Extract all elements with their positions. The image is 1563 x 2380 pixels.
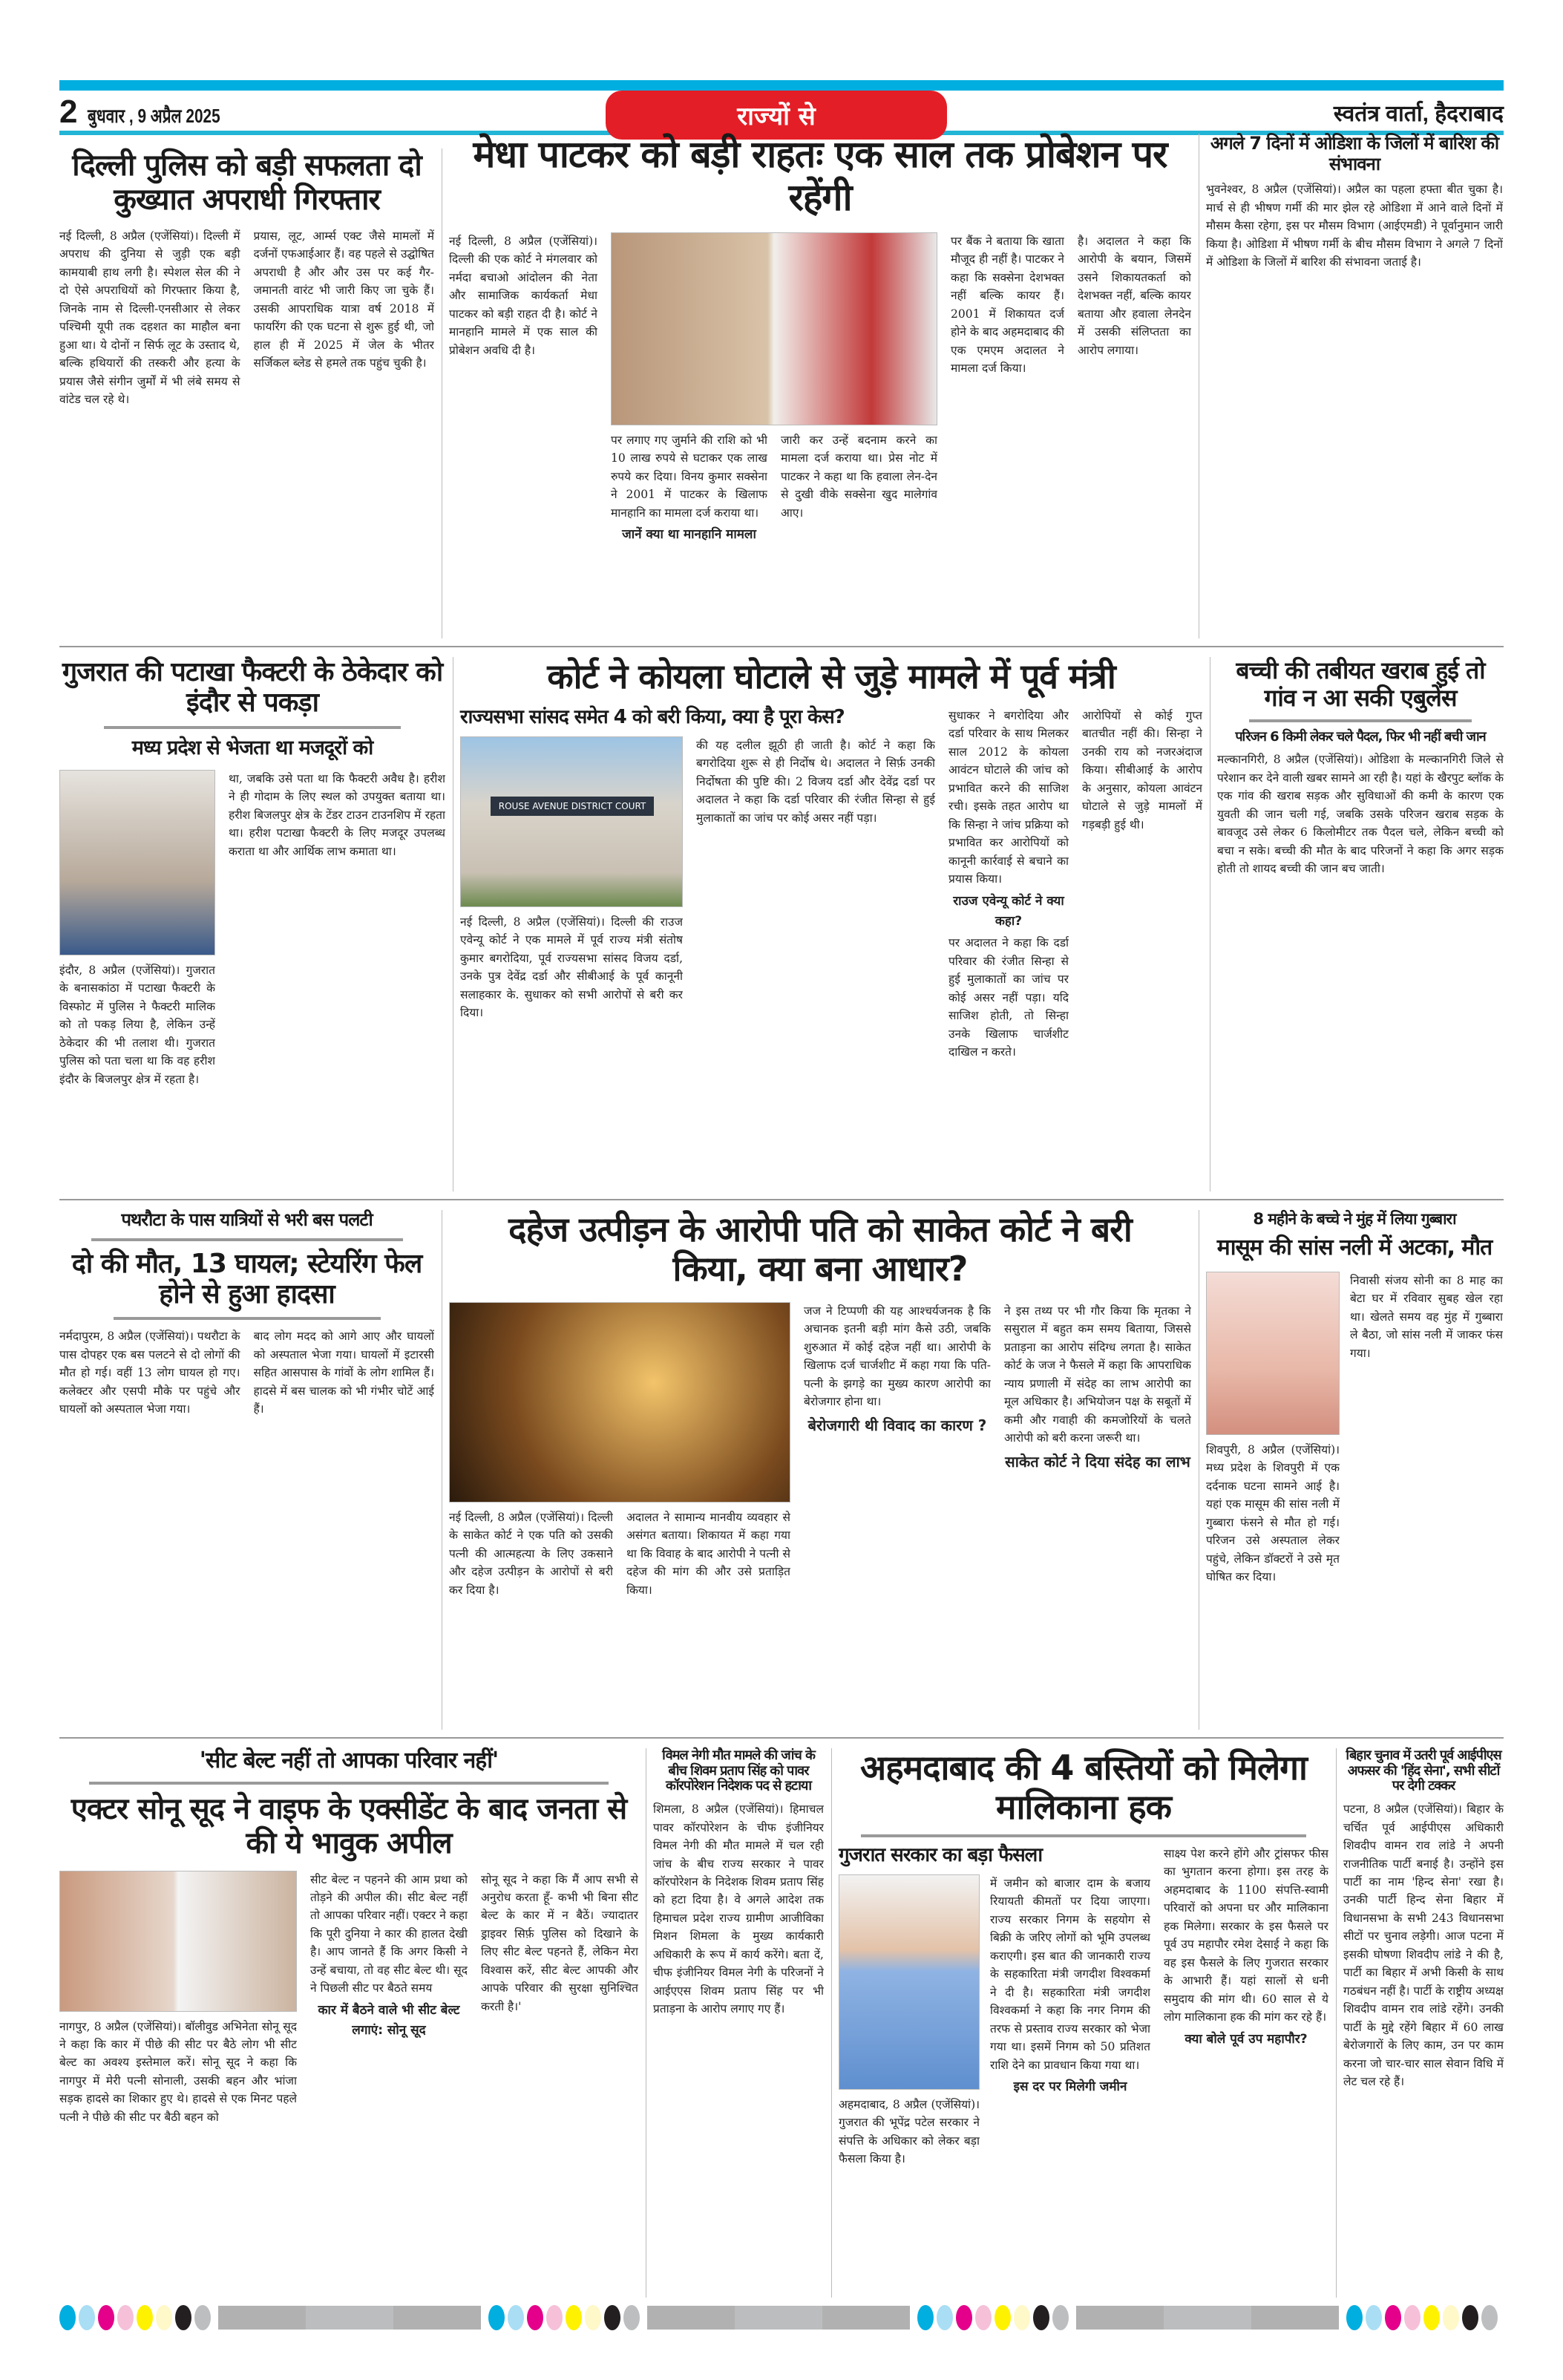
photo-caption: ROUSE AVENUE DISTRICT COURT <box>491 797 654 816</box>
article-body: आरोपियों से कोई गुप्त बातचीत नहीं की। सिन्हा ने उनकी राय को नजरअंदाज किया। सीबीआई के आरोप के अनुसार, कोयला आवंटन घोटाले से जुड़े मामलों में गड़बड़ी हुई थी। <box>1082 708 1202 831</box>
subhead: राज्यसभा सांसद समेत 4 को बरी किया, क्या है पूरा केस? <box>460 705 845 728</box>
article-bus-accident[interactable] <box>59 1210 434 1730</box>
inline-subhead: बेरोजगारी थी विवाद का कारण ? <box>807 1416 987 1434</box>
top-color-bar <box>59 80 1504 91</box>
column-divider <box>1336 1748 1337 2298</box>
headline[interactable]: विमल नेगी मौत मामले की जांच के बीच शिवम प्रताप सिंह को पावर कॉरपोरेशन निदेशक पद से हटाया <box>662 1748 815 1794</box>
article-body: मल्कानगिरी, 8 अप्रैल (एजेंसियां)। ओडिशा के मल्कानगिरी जिले से परेशान कर देने वाली खबर सामने आ रही है। यहां के खैरपुट ब्लॉक के एक गांव की खराब सड़क और सुविधाओं की कमी के कारण एक युवती की जान चली गई, जबकि उसके परिजन खराब सड़क के बावजूद उसे लेकर 6 किलोमीटर तक पैदल चले, लेकिन बच्ची को बचा न सके। बच्ची की मौत के बाद परिजनों ने कहा कि अगर सड़क होती तो शायद बच्ची की जान बच जाती। <box>1217 753 1504 876</box>
article-body: था, जबकि उसे पता था कि फैक्टरी अवैध है। हरीश ने ही गोदाम के लिए स्थल को उपयुक्त बताया था। हरीश बिजलपुर क्षेत्र के टेंडर टाउन टाउनशिप में रहता था। हरीश पटाखा फैक्टरी के लिए मजदूर उपलब्ध कराता था और आर्थिक लाभ कमाता था। <box>229 771 445 858</box>
grey-swatches <box>647 2306 910 2330</box>
article-body: में जमीन को बाजार दाम के बजाय रियायती कीमतों पर दिया जाएगा। राज्य सरकार निगम के सहयोग से बिक्री के जरिए लोगों को भूमि उपलब्ध कराएगी। इस बात की जानकारी राज्य के सहकारिता मंत्री जगदीश विश्वकर्मा ने दी है। सहकारिता मंत्री जगदीश विश्वकर्मा ने कहा कि नगर निगम की तरफ से प्रस्ताव राज्य सरकार को भेजा गया था। इसमें निगम को 50 प्रतिशत राशि देने का प्रावधान किया गया था। <box>990 1876 1150 2072</box>
rule <box>104 726 401 729</box>
column-divider <box>831 1748 832 2298</box>
article-body: शिवपुरी, 8 अप्रैल (एजेंसियां)। मध्य प्रदेश के शिवपुरी में एक दर्दनाक घटना सामने आई है। यहां एक मासूम की सांस नली में गुब्बारा फंसने से मौत हो गई। परिजन उसे अस्पताल लेकर पहुंचे, लेकिन डॉक्टरों ने उसे मृत घोषित कर दिया। <box>1206 1442 1340 1584</box>
article-body: पर लगाए गए जुर्माने की राशि को भी 10 लाख रुपये से घटाकर एक लाख रुपये कर दिया। विनय कुमार सक्सेना ने 2001 में पाटकर के खिलाफ मानहानि का मामला दर्ज कराया था। <box>611 434 767 520</box>
headline[interactable]: दिल्ली पुलिस को बड़ी सफलता दो कुख्यात अपराधी गिरफ्तार <box>72 148 422 217</box>
article-odisha-rain[interactable] <box>1206 134 1503 638</box>
inline-subhead: राउज एवेन्यू कोर्ट ने क्या कहा? <box>953 893 1064 929</box>
article-body: साक्ष्य पेश करने होंगे और ट्रांसफर फीस का भुगतान करना होगा। इस तरह के अहमदाबाद के 1100 संपत्ति-स्वामी परिवारों को अपना घर और मालिकाना हक मिलेगा। सरकार के इस फैसले पर पूर्व उप महापौर रमेश देसाई ने कहा कि वह इस फैसले के लिए गुजरात सरकार के आभारी हैं। यहां सालों से धनी समुदाय की मांग थी। 60 साल से ये लोग मालिकाना हक की मांग कर रहे हैं। <box>1164 1846 1328 2024</box>
article-delhi-police[interactable] <box>59 148 434 638</box>
color-swatches <box>1346 2305 1498 2330</box>
article-body: है। अदालत ने कहा कि आरोपी के बयान, जिसमें उसने शिकायतकर्ता को देशभक्त नहीं, बल्कि कायर बताया और हवाला लेनदेन में उसकी संलिप्तता का आरोप लगाया। <box>1078 235 1191 357</box>
row-divider <box>59 646 1504 647</box>
article-gujarat-factory[interactable] <box>59 657 445 1191</box>
row-divider <box>59 1199 1504 1200</box>
inline-subhead: क्या बोले पूर्व उप महापौर? <box>1184 2031 1308 2047</box>
article-body: बाद लोग मदद को आगे आए और घायलों को अस्पताल भेजा गया। घायलों में इटारसी सहित आसपास के गांवों के लोग शामिल हैं। हादसे में बस चालक को भी गंभीर चोटें आई हैं। <box>253 1330 434 1416</box>
inline-subhead: इस दर पर मिलेगी जमीन <box>1013 2079 1127 2094</box>
kicker: 8 महीने के बच्चे ने मुंह में लिया गुब्बारा <box>1253 1210 1456 1228</box>
inline-subhead: कार में बैठने वाले भी सीट बेल्ट लगाएं: सोनू सूद <box>318 2002 460 2038</box>
headline[interactable]: बिहार चुनाव में उतरी पूर्व आईपीएस अफसर की 'हिंद सेना', सभी सीटों पर देगी टक्कर <box>1346 1748 1501 1794</box>
article-coal-scam[interactable] <box>460 657 1202 1191</box>
photo-rouse-avenue-court <box>460 736 683 907</box>
article-body: नागपुर, 8 अप्रैल (एजेंसियां)। बॉलीवुड अभिनेता सोनू सूद ने कहा कि कार में पीछे की सीट पर बैठे लोग भी सीट बेल्ट का अवश्य इस्तेमाल करें। सोनू सूद ने कहा कि नागपुर में मेरी पत्नी सोनाली, उसकी बहन और भांजा सड़क हादसे का शिकार हुए थे। हादसे से एक मिनट पहले पत्नी ने पीछे की सीट पर बैठी बहन को <box>59 2019 297 2124</box>
issue-date: बुधवार , 9 अप्रैल 2025 <box>88 105 221 127</box>
kicker: 'सीट बेल्ट नहीं तो आपका परिवार नहीं' <box>199 1748 499 1773</box>
headline[interactable]: दो की मौत, 13 घायल; स्टेयरिंग फेल होने से हुआ हादसा <box>71 1248 422 1310</box>
article-body: शिमला, 8 अप्रैल (एजेंसियां)। हिमाचल पावर कॉरपोरेशन के चीफ इंजीनियर विमल नेगी की मौत मामले में चल रही जांच के बीच राज्य सरकार ने पावर कॉरपोरेशन के निदेशक शिवम प्रताप सिंह को हटा दिया है। वे अगले आदेश तक हिमाचल प्रदेश राज्य ग्रामीण आजीविका मिशन शिमला के मुख्य कार्यकारी अधिकारी के रूप में कार्य करेंगे। बता दें, चीफ इंजीनियर विमल नेगी के परिजनों ने आईएएस शिवम प्रताप सिंह पर भी प्रताड़ना के आरोप लगाए गए हैं। <box>653 1802 824 2016</box>
rule <box>89 1782 609 1785</box>
article-body: प्रयास, लूट, आर्म्स एक्ट जैसे मामलों में दर्जनों एफआईआर हैं। वह पहले से उद्घोषित अपराधी है और और उस पर कई गैर-जमानती वारंट भी जारी किए जा चुके हैं। उसकी आपराधिक यात्रा वर्ष 2018 में फायरिंग की एक घटना से शुरू हुई थी, जो हाल ही में 2025 में जेल के भीतर सर्जिकल ब्लेड से हमले तक पहुंच चुकी है। <box>253 229 434 370</box>
headline[interactable]: अगले 7 दिनों में ओडिशा के जिलों में बारिश की संभावना <box>1210 133 1499 174</box>
article-body: नई दिल्ली, 8 अप्रैल (एजेंसियां)। दिल्ली की राउज एवेन्यू कोर्ट ने एक मामले में पूर्व राज्य मंत्री संतोष कुमार बगरोदिया, पूर्व राज्यसभा सांसद विजय दर्डा, उनके पुत्र देवेंद्र दर्डा और सीबीआई के पूर्व कानूनी सलाहकार के. सुधाकर को सभी आरोपों से बरी कर दिया। <box>460 915 683 1020</box>
masthead <box>59 94 1504 135</box>
headline[interactable]: बच्ची की तबीयत खराब हुई तो गांव न आ सकी एबुलेंस <box>1236 656 1485 712</box>
row-divider <box>59 1737 1504 1739</box>
print-registration-bar <box>59 2304 1504 2331</box>
photo-sonali-sonu-sood <box>59 1871 297 2012</box>
photo-medha-patkar-vk-saxena <box>611 232 937 425</box>
article-body: जज ने टिप्पणी की यह आश्चर्यजनक है कि अचानक इतनी बड़ी मांग कैसे उठी, जबकि शुरुआत में कोई दहेज नहीं था। आरोपी के खिलाफ दर्ज चार्जशीट में कहा गया कि पति-पत्नी के झगड़े का मुख्य कारण आरोपी का बेरोजगार होना था। <box>804 1304 991 1409</box>
rule <box>1249 719 1472 722</box>
rule <box>91 1238 403 1241</box>
headline[interactable]: गुजरात की पटाखा फैक्टरी के ठेकेदार को इंदौर से पकड़ा <box>62 657 443 719</box>
article-body: नई दिल्ली, 8 अप्रैल (एजेंसियां)। दिल्ली में अपराध की दुनिया से जुड़ी एक बड़ी कामयाबी हाथ लगी है। स्पेशल सेल की ने दो ऐसे अपराधियों को गिरफ्तार किया है, जिनके नाम से दिल्ली-एनसीआर से लेकर पश्चिमी यूपी तक दहशत का माहौल बना हुआ था। ये दोनों न सिर्फ लूट के उस्ताद थे, बल्कि हथियारों की तस्करी और हत्या के प्रयास जैसे संगीन जुर्मों में भी लंबे समय से वांटेड चल रहे थे। <box>59 229 240 407</box>
article-body: इंदौर, 8 अप्रैल (एजेंसियां)। गुजरात के बनासकांठा में पटाखा फैक्टरी के विस्फोट में पुलिस ने फैक्टरी मालिक को तो पकड़ लिया है, लेकिन उन्हें ठेकेदार की भी तलाश थी। गुजरात पुलिस को पता चला था कि वह हरीश इंदौर के बिजलपुर क्षेत्र में रहता है। <box>59 963 215 1086</box>
article-body: भुवनेश्वर, 8 अप्रैल (एजेंसियां)। अप्रैल का पहला हफ्ता बीत चुका है। मार्च से ही भीषण गर्मी की मार झेल रहे ओडिशा में आने वाले दिनों में मौसम कैसा रहेगा, इस पर मौसम विभाग (आईएमडी) ने पूर्वानुमान जारी किया है। ओडिशा में भीषण गर्मी के बीच मौसम विभाग ने अगले 7 दिनों में ओडिशा के जिलों में बारिश की संभावना जताई है। <box>1206 183 1503 269</box>
photo-bhupendra-patel <box>839 1874 980 2090</box>
headline[interactable]: एक्टर सोनू सूद ने वाइफ के एक्सीडेंट के बाद जनता से की ये भावुक अपील <box>71 1791 627 1860</box>
page-number: 2 <box>59 94 78 130</box>
rule <box>861 1834 1306 1837</box>
article-body: अदालत ने सामान्य मानवीय व्यवहार से असंगत बताया। शिकायत में कहा गया था कि विवाह के बाद आरोपी ने पत्नी से दहेज की मांग की और उसे प्रताड़ित किया। <box>626 1510 790 1597</box>
grey-swatches <box>218 2306 481 2330</box>
color-swatches <box>59 2305 211 2330</box>
article-body: पर बैंक ने बताया कि खाता मौजूद ही नहीं है। पाटकर ने कहा कि सक्सेना देशभक्त नहीं बल्कि कायर हैं। 2001 में शिकायत दर्ज होने के बाद अहमदाबाद की एक एमएम अदालत ने मामला दर्ज किया। <box>951 235 1064 376</box>
inline-subhead: साकेत कोर्ट ने दिया संदेह का लाभ <box>1005 1452 1190 1471</box>
article-ahmedabad[interactable] <box>839 1748 1328 2298</box>
photo-contractor <box>59 770 215 955</box>
article-body: ने इस तथ्य पर भी गौर किया कि मृतका ने ससुराल में बहुत कम समय बिताया, जिससे प्रताड़ना का आरोप संदिग्ध लगता है। साकेत कोर्ट के जज ने फैसले में कहा कि आपराधिक न्याय प्रणाली में संदेह का लाभ आरोपी का मूल अधिकार है। अभियोजन पक्ष के सबूतों में कमी और गवाही की कमजोरियों के चलते आरोपी को बरी करना जरूरी था। <box>1004 1304 1191 1445</box>
photo-infant <box>1206 1272 1340 1435</box>
headline[interactable]: दहेज उत्पीड़न के आरोपी पति को साकेत कोर्ट ने बरी किया, क्या बना आधार? <box>508 1209 1132 1289</box>
headline[interactable]: अहमदाबाद की 4 बस्तियों को मिलेगा मालिकाना हक <box>860 1748 1307 1827</box>
article-body: पटना, 8 अप्रैल (एजेंसियां)। बिहार के चर्चित पूर्व आईपीएस अधिकारी शिवदीप वामन राव लांडे ने अपनी राजनीतिक पार्टी बनाई है। उन्होंने इस पार्टी का नाम 'हिन्द सेना' रखा है। उनकी पार्टी हिन्द सेना बिहार में विधानसभा के सभी 243 विधानसभा सीटों पर चुनाव लड़ेगी। आज पटना में इसकी घोषणा शिवदीप लांडे ने की है, पार्टी का बिहार में अभी किसी के साथ गठबंधन नहीं है। पार्टी के राष्ट्रीय अध्यक्ष शिवदीप वामन राव लांडे रहेंगे। उनकी पार्टी के मुद्दे रहेंगे बिहार में 60 लाख बेरोजगारों के लिए काम, उन पर काम करना जो चार-चार साल सेवान विधि में लेट चल रहे हैं। <box>1343 1802 1504 2089</box>
article-body: निवासी संजय सोनी का 8 माह का बेटा घर में रविवार सुबह खेल रहा था। खेलते समय वह मुंह में गुब्बारा ले बैठा, जो सांस नली में जाकर फंस गया। <box>1350 1273 1503 1360</box>
headline[interactable]: कोर्ट ने कोयला घोटाले से जुड़े मामले में पूर्व मंत्री <box>547 656 1115 696</box>
article-shimla-power[interactable] <box>653 1748 824 2298</box>
article-bihar-election[interactable] <box>1343 1748 1504 2298</box>
subhead: परिजन 6 किमी लेकर चले पैदल, फिर भी नहीं बची जान <box>1235 728 1486 745</box>
headline[interactable]: मासूम की सांस नली में अटका, मौत <box>1216 1235 1492 1261</box>
section-badge: राज्यों से <box>606 91 947 140</box>
kicker: पथरौटा के पास यात्रियों से भरी बस पलटी <box>121 1209 373 1230</box>
subhead: गुजरात सरकार का बड़ा फैसला <box>839 1843 1043 1866</box>
inline-subhead: जानें क्या था मानहानि मामला <box>622 527 756 543</box>
article-body: सीट बेल्ट न पहनने की आम प्रथा को तोड़ने की अपील की। सीट बेल्ट नहीं तो आपका परिवार नहीं। एक्टर ने कहा कि पूरी दुनिया ने कार की हालत देखी है। आप जानते हैं कि अगर किसी ने उन्हें बचाया, तो वह सीट बेल्ट थी। सूद ने पिछली सीट पर बैठते समय <box>310 1872 468 1995</box>
photo-gavel-scales <box>449 1302 790 1503</box>
article-body: नई दिल्ली, 8 अप्रैल (एजेंसियां)। दिल्ली की एक कोर्ट ने मंगलवार को नर्मदा बचाओ आंदोलन की नेता और सामाजिक कार्यकर्ता मेधा पाटकर को बड़ी राहत दी है। कोर्ट ने मानहानि मामले में एक साल की प्रोबेशन अवधि दी है। <box>449 235 597 357</box>
color-swatches <box>488 2305 640 2330</box>
article-ambulance[interactable] <box>1217 657 1504 1191</box>
article-balloon[interactable] <box>1206 1210 1503 1730</box>
article-body: की यह दलील झूठी ही जाती है। कोर्ट ने कहा कि बगरोदिया शुरू से ही निर्दोष थे। अदालत ने सिर्फ़ उनकी निर्दोषता की पुष्टि की। 2 विजय दर्डा और देवेंद्र दर्डा पर अदालत ने कहा कि दर्डा परिवार की रंजीत सिन्हा से हुई मुलाकातों का जांच पर कोई असर नहीं पड़ा। <box>696 738 935 825</box>
article-body: जारी कर उन्हें बदनाम करने का मामला दर्ज कराया था। प्रेस नोट में पाटकर ने कहा था कि हवाला लेन-देन से दुखी वीके सक्सेना खुद मालेगांव आए। <box>781 434 937 520</box>
article-body: सुधाकर ने बगरोदिया और दर्डा परिवार के साथ मिलकर साल 2012 के कोयला आवंटन घोटाले की जांच को प्रभावित करने की साजिश रची। इसके तहत आरोप था कि सिन्हा ने जांच प्रक्रिया को प्रभावित कर आरोपियों को कानूनी कार्रवाई से बचाने का प्रयास किया। <box>948 708 1069 886</box>
article-body: नई दिल्ली, 8 अप्रैल (एजेंसियां)। दिल्ली के साकेत कोर्ट ने एक पति को उसकी पत्नी की आत्महत्या के लिए उकसाने और दहेज उत्पीड़न के आरोपों से बरी कर दिया है। <box>449 1510 613 1597</box>
article-body: नर्मदापुरम, 8 अप्रैल (एजेंसियां)। पथरौटा के पास दोपहर एक बस पलटने से दो लोगों की मौत हो गई। वहीं 13 लोग घायल हो गए। कलेक्टर और एसपी मौके पर पहुंचे और घायलों को अस्पताल भेजा गया। <box>59 1330 240 1416</box>
newspaper-page <box>59 0 1504 2380</box>
color-swatches <box>917 2305 1069 2330</box>
subhead: मध्य प्रदेश से भेजता था मजदूरों को <box>131 736 373 759</box>
grey-swatches <box>1076 2306 1339 2330</box>
article-sonu-sood[interactable] <box>59 1748 638 2298</box>
article-medha-patkar[interactable] <box>449 134 1191 638</box>
article-body: सोनू सूद ने कहा कि मैं आप सभी से अनुरोध करता हूँ- कभी भी बिना सीट बेल्ट के कार में न बैठें। ज्यादातर ड्राइवर सिर्फ़ पुलिस को दिखाने के लिए सीट बेल्ट पहनते हैं, लेकिन मेरा विश्वास करें, सीट बेल्ट आपकी और आपके परिवार की सुरक्षा सुनिश्चित करती है।' <box>481 1872 638 2013</box>
article-body: पर अदालत ने कहा कि दर्डा परिवार की रंजीत सिन्हा से हुई मुलाकातों का जांच पर कोई असर नहीं पड़ा। यदि साजिश होती, तो सिन्हा उनके खिलाफ चार्जशीट दाखिल न करते। <box>948 936 1069 1059</box>
rule <box>114 1317 381 1320</box>
paper-name: स्वतंत्र वार्ता, हैदराबाद <box>1333 101 1504 126</box>
headline[interactable]: मेधा पाटकर को बड़ी राहतः एक साल तक प्रोबेशन पर रहेंगी <box>473 133 1167 219</box>
article-body: अहमदाबाद, 8 अप्रैल (एजेंसियां)। गुजरात की भूपेंद्र पटेल सरकार ने संपत्ति के अधिकार को लेकर बड़ा फैसला किया है। <box>839 2097 980 2166</box>
article-dowry-case[interactable] <box>449 1210 1191 1730</box>
